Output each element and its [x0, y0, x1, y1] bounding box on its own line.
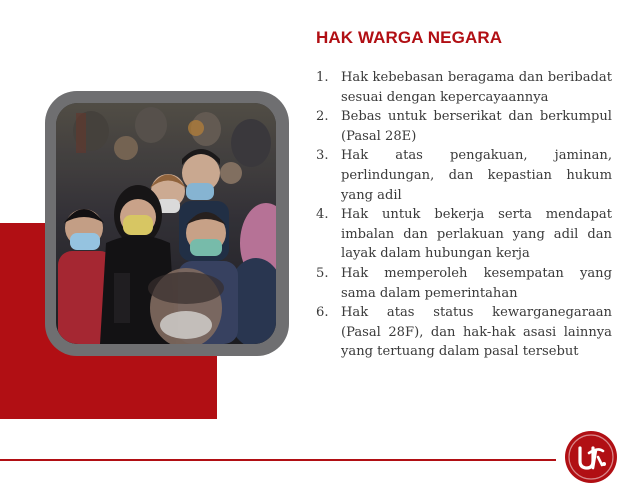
- slide-title: HAK WARGA NEGARA: [316, 28, 503, 47]
- list-item: [316, 107, 612, 146]
- list-item-number: 6.: [316, 305, 329, 321]
- crowd-masks-photo: [56, 103, 276, 344]
- list-item: [316, 68, 612, 107]
- list-item-text: Hak untuk bekerja serta mendapat imbalan dan perlakuan yang adil dan layak dalam hubungan kerja: [341, 207, 612, 262]
- footer-divider: [0, 459, 556, 461]
- list-item-number: 2.: [316, 109, 329, 125]
- list-item-text: Hak atas status kewarganegaraan (Pasal 28F), dan hak-hak asasi lainnya yang tertuang dalam pasal tersebut: [341, 305, 612, 360]
- list-item: [316, 264, 612, 303]
- rights-list: [316, 68, 612, 362]
- list-item-text: Hak memperoleh kesempatan yang sama dalam pemerintahan: [341, 265, 612, 301]
- list-item-number: 4.: [316, 207, 329, 223]
- list-item-number: 5.: [316, 265, 329, 281]
- list-item-text: Hak kebebasan beragama dan beribadat sesuai dengan kepercayaannya: [341, 70, 612, 105]
- list-item-number: 3.: [316, 148, 329, 164]
- list-item-text: Bebas untuk berserikat dan berkumpul (Pasal 28E): [341, 109, 612, 144]
- list-item: [316, 146, 612, 205]
- list-item: [316, 205, 612, 264]
- list-item-number: 1.: [316, 70, 329, 85]
- university-logo: [565, 431, 617, 483]
- list-item-text: Hak atas pengakuan, jaminan, perlindungan, dan kepastian hukum yang adil: [341, 148, 612, 203]
- list-item: [316, 303, 612, 362]
